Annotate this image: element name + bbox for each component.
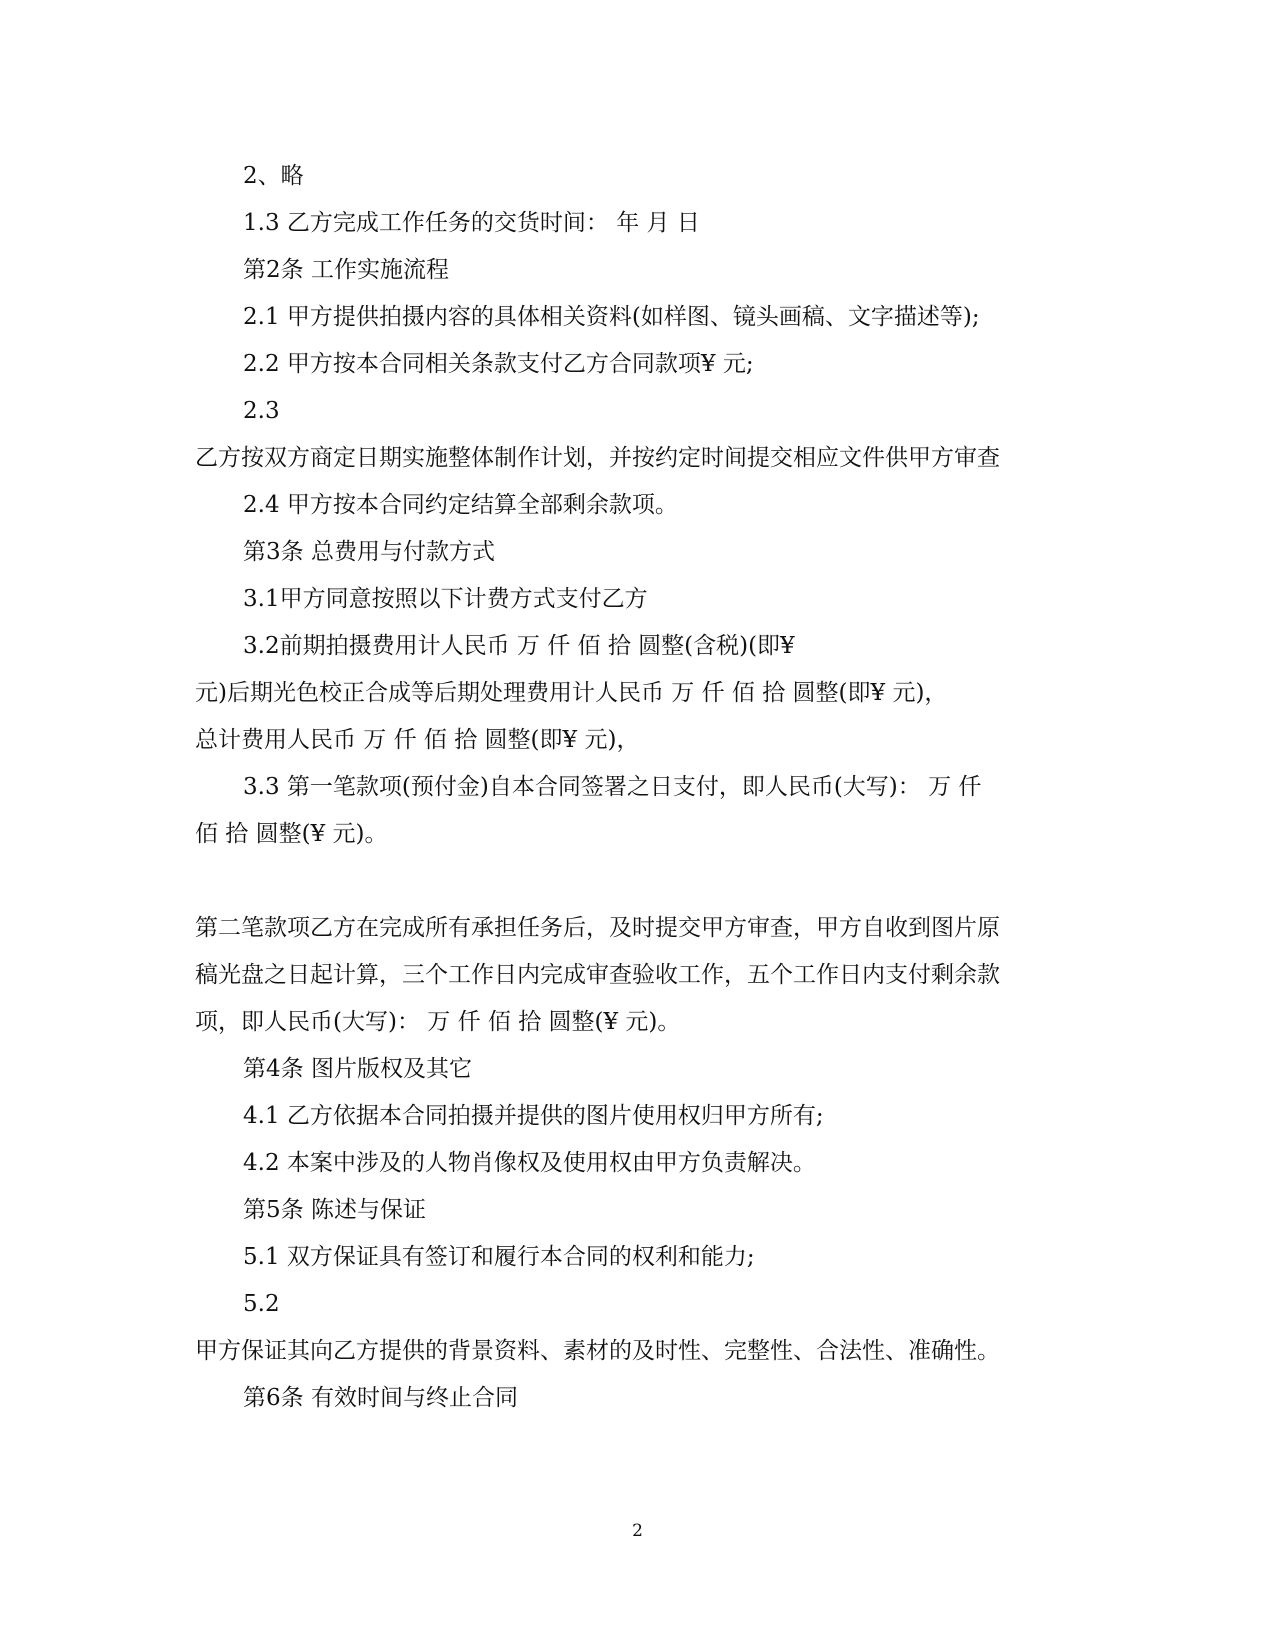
section-heading: 第5条 陈述与保证	[243, 1197, 426, 1223]
section-heading: 第2条 工作实施流程	[243, 257, 449, 283]
text-line: 2.1 甲方提供拍摄内容的具体相关资料(如样图、镜头画稿、文字描述等);	[243, 304, 980, 330]
text-line: 2.3	[243, 398, 280, 424]
text-line: 3.2前期拍摄费用计人民币 万 仟 佰 拾 圆整(含税)(即¥	[243, 633, 795, 659]
text-line: 3.1甲方同意按照以下计费方式支付乙方	[243, 586, 648, 612]
text-line: 5.2	[243, 1291, 280, 1317]
text-line: 5.1 双方保证具有签订和履行本合同的权利和能力;	[243, 1244, 755, 1270]
text-line: 元)后期光色校正合成等后期处理费用计人民币 万 仟 佰 拾 圆整(即¥ 元)，	[195, 680, 948, 706]
text-line: 甲方保证其向乙方提供的背景资料、素材的及时性、完整性、合法性、准确性。	[195, 1338, 1000, 1364]
section-heading: 第6条 有效时间与终止合同	[243, 1385, 518, 1411]
text-line: 2.2 甲方按本合同相关条款支付乙方合同款项¥ 元;	[243, 351, 754, 377]
text-line: 乙方按双方商定日期实施整体制作计划，并按约定时间提交相应文件供甲方审查	[195, 445, 1000, 471]
text-line: 稿光盘之日起计算，三个工作日内完成审查验收工作，五个工作日内支付剩余款	[195, 962, 1000, 988]
text-line: 1.3 乙方完成工作任务的交货时间： 年 月 日	[243, 210, 700, 236]
text-line: 总计费用人民币 万 仟 佰 拾 圆整(即¥ 元)，	[195, 727, 640, 753]
text-line: 4.2 本案中涉及的人物肖像权及使用权由甲方负责解决。	[243, 1150, 816, 1176]
text-line: 2.4 甲方按本合同约定结算全部剩余款项。	[243, 492, 678, 518]
text-line: 3.3 第一笔款项(预付金)自本合同签署之日支付，即人民币(大写)： 万 仟	[243, 774, 982, 800]
page-number: 2	[632, 1521, 643, 1541]
text-line: 佰 拾 圆整(¥ 元)。	[195, 821, 388, 847]
text-line: 4.1 乙方依据本合同拍摄并提供的图片使用权归甲方所有;	[243, 1103, 824, 1129]
section-heading: 第3条 总费用与付款方式	[243, 539, 495, 565]
text-line: 第二笔款项乙方在完成所有承担任务后，及时提交甲方审查，甲方自收到图片原	[195, 915, 1000, 941]
section-heading: 第4条 图片版权及其它	[243, 1056, 472, 1082]
text-line: 项，即人民币(大写)： 万 仟 佰 拾 圆整(¥ 元)。	[195, 1009, 681, 1035]
text-line: 2、略	[243, 163, 304, 189]
